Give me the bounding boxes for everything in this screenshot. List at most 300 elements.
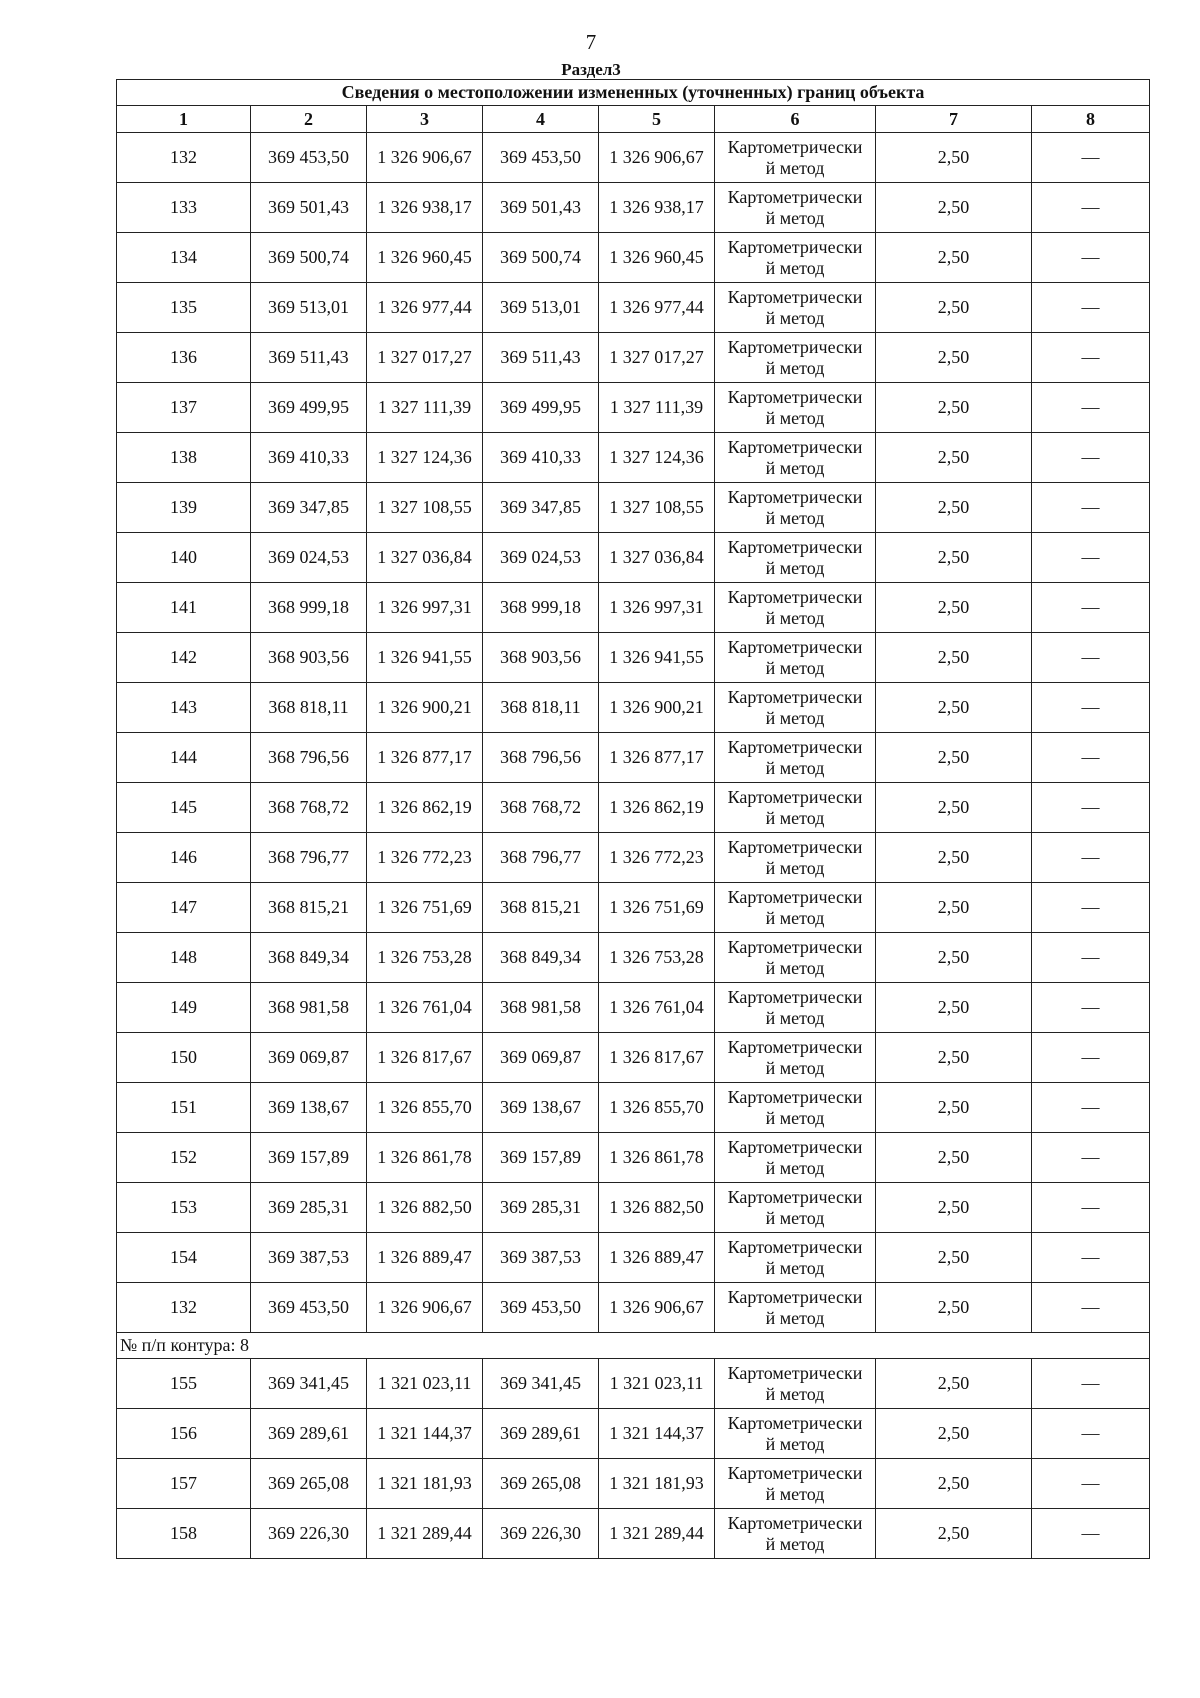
x-new-cell: 369 410,33 — [483, 433, 599, 483]
method-cell — [715, 1233, 876, 1283]
method-text-line1: Картометрически — [727, 636, 863, 657]
accuracy-cell: 2,50 — [876, 183, 1032, 233]
x-new-cell: 369 501,43 — [483, 183, 599, 233]
x-existing-cell: 369 069,87 — [251, 1033, 367, 1083]
y-existing-cell: 1 326 772,23 — [367, 833, 483, 883]
x-existing-cell: 368 903,56 — [251, 633, 367, 683]
method-text-line1: Картометрически — [727, 186, 863, 207]
section-title: Раздел3 — [561, 60, 621, 79]
table-row — [117, 133, 1150, 183]
x-new-cell: 369 265,08 — [483, 1459, 599, 1509]
x-new-cell: 368 815,21 — [483, 883, 599, 933]
method-text-line2: й метод — [765, 457, 825, 478]
description-cell: — — [1032, 633, 1150, 683]
method-text-line1: Картометрически — [727, 1236, 863, 1257]
method-text-line2: й метод — [765, 957, 825, 978]
table-row — [117, 933, 1150, 983]
x-new-cell: 369 500,74 — [483, 233, 599, 283]
accuracy-cell: 2,50 — [876, 833, 1032, 883]
y-new-cell: 1 327 108,55 — [599, 483, 715, 533]
x-existing-cell: 369 453,50 — [251, 1283, 367, 1333]
accuracy-cell: 2,50 — [876, 383, 1032, 433]
x-new-cell: 369 453,50 — [483, 1283, 599, 1333]
x-existing-cell: 369 024,53 — [251, 533, 367, 583]
method-text-line1: Картометрически — [727, 436, 863, 457]
x-new-cell: 368 999,18 — [483, 583, 599, 633]
description-cell: — — [1032, 333, 1150, 383]
point-number-cell: 134 — [117, 233, 251, 283]
y-existing-cell: 1 326 900,21 — [367, 683, 483, 733]
x-existing-cell: 369 410,33 — [251, 433, 367, 483]
method-text-line2: й метод — [765, 1307, 825, 1328]
y-existing-cell: 1 326 997,31 — [367, 583, 483, 633]
accuracy-cell: 2,50 — [876, 883, 1032, 933]
y-existing-cell: 1 326 960,45 — [367, 233, 483, 283]
accuracy-cell: 2,50 — [876, 1133, 1032, 1183]
table-row — [117, 1183, 1150, 1233]
y-existing-cell: 1 326 751,69 — [367, 883, 483, 933]
point-number-cell: 150 — [117, 1033, 251, 1083]
point-number-cell: 136 — [117, 333, 251, 383]
x-existing-cell: 369 341,45 — [251, 1359, 367, 1409]
point-number-cell: 145 — [117, 783, 251, 833]
y-new-cell: 1 326 941,55 — [599, 633, 715, 683]
y-existing-cell: 1 321 181,93 — [367, 1459, 483, 1509]
y-new-cell: 1 326 753,28 — [599, 933, 715, 983]
method-cell — [715, 1133, 876, 1183]
accuracy-cell: 2,50 — [876, 1233, 1032, 1283]
y-new-cell: 1 326 906,67 — [599, 1283, 715, 1333]
x-new-cell: 368 818,11 — [483, 683, 599, 733]
method-cell — [715, 883, 876, 933]
accuracy-cell: 2,50 — [876, 533, 1032, 583]
boundary-coordinates-table — [116, 79, 1150, 1559]
method-text-line1: Картометрически — [727, 886, 863, 907]
description-cell: — — [1032, 733, 1150, 783]
point-number-cell: 148 — [117, 933, 251, 983]
method-cell — [715, 683, 876, 733]
method-text-line2: й метод — [765, 907, 825, 928]
table-row — [117, 733, 1150, 783]
method-text-line1: Картометрически — [727, 1186, 863, 1207]
table-row — [117, 283, 1150, 333]
method-cell — [715, 633, 876, 683]
y-new-cell: 1 326 772,23 — [599, 833, 715, 883]
x-existing-cell: 368 796,56 — [251, 733, 367, 783]
column-number: 4 — [483, 106, 599, 133]
y-new-cell: 1 326 861,78 — [599, 1133, 715, 1183]
method-cell — [715, 383, 876, 433]
method-text-line2: й метод — [765, 807, 825, 828]
y-existing-cell: 1 326 855,70 — [367, 1083, 483, 1133]
method-text-line2: й метод — [765, 1383, 825, 1404]
x-new-cell: 368 981,58 — [483, 983, 599, 1033]
description-cell: — — [1032, 783, 1150, 833]
y-existing-cell: 1 326 906,67 — [367, 1283, 483, 1333]
point-number-cell: 140 — [117, 533, 251, 583]
table-row — [117, 1033, 1150, 1083]
accuracy-cell: 2,50 — [876, 1359, 1032, 1409]
x-new-cell: 369 513,01 — [483, 283, 599, 333]
table-row — [117, 1083, 1150, 1133]
accuracy-cell: 2,50 — [876, 1459, 1032, 1509]
table-row — [117, 433, 1150, 483]
x-new-cell: 369 285,31 — [483, 1183, 599, 1233]
method-text-line1: Картометрически — [727, 786, 863, 807]
x-new-cell: 369 511,43 — [483, 333, 599, 383]
point-number-cell: 142 — [117, 633, 251, 683]
method-cell — [715, 433, 876, 483]
point-number-cell: 158 — [117, 1509, 251, 1559]
y-existing-cell: 1 326 906,67 — [367, 133, 483, 183]
method-cell — [715, 1183, 876, 1233]
method-text-line1: Картометрически — [727, 1512, 863, 1533]
accuracy-cell: 2,50 — [876, 783, 1032, 833]
y-new-cell: 1 326 882,50 — [599, 1183, 715, 1233]
method-text-line2: й метод — [765, 1483, 825, 1504]
x-existing-cell: 369 265,08 — [251, 1459, 367, 1509]
description-cell: — — [1032, 133, 1150, 183]
point-number-cell: 141 — [117, 583, 251, 633]
accuracy-cell: 2,50 — [876, 1409, 1032, 1459]
description-cell: — — [1032, 483, 1150, 533]
method-cell — [715, 1409, 876, 1459]
y-new-cell: 1 327 017,27 — [599, 333, 715, 383]
method-cell — [715, 983, 876, 1033]
method-text-line1: Картометрически — [727, 236, 863, 257]
point-number-cell: 144 — [117, 733, 251, 783]
table-row — [117, 983, 1150, 1033]
y-existing-cell: 1 327 124,36 — [367, 433, 483, 483]
description-cell: — — [1032, 1509, 1150, 1559]
method-text-line2: й метод — [765, 1107, 825, 1128]
y-new-cell: 1 326 751,69 — [599, 883, 715, 933]
method-text-line2: й метод — [765, 857, 825, 878]
x-existing-cell: 369 453,50 — [251, 133, 367, 183]
method-text-line2: й метод — [765, 407, 825, 428]
y-existing-cell: 1 326 882,50 — [367, 1183, 483, 1233]
table-row — [117, 1359, 1150, 1409]
point-number-cell: 137 — [117, 383, 251, 433]
method-text-line1: Картометрически — [727, 286, 863, 307]
point-number-cell: 155 — [117, 1359, 251, 1409]
column-number: 2 — [251, 106, 367, 133]
column-number: 7 — [876, 106, 1032, 133]
column-number: 1 — [117, 106, 251, 133]
x-existing-cell: 369 138,67 — [251, 1083, 367, 1133]
description-cell: — — [1032, 433, 1150, 483]
method-text-line2: й метод — [765, 1057, 825, 1078]
description-cell: — — [1032, 933, 1150, 983]
description-cell: — — [1032, 1133, 1150, 1183]
x-existing-cell: 368 796,77 — [251, 833, 367, 883]
method-text-line2: й метод — [765, 1157, 825, 1178]
x-existing-cell: 369 157,89 — [251, 1133, 367, 1183]
method-cell — [715, 583, 876, 633]
point-number-cell: 153 — [117, 1183, 251, 1233]
method-text-line2: й метод — [765, 757, 825, 778]
method-text-line2: й метод — [765, 157, 825, 178]
point-number-cell: 154 — [117, 1233, 251, 1283]
column-number: 6 — [715, 106, 876, 133]
method-cell — [715, 533, 876, 583]
x-existing-cell: 368 768,72 — [251, 783, 367, 833]
method-text-line1: Картометрически — [727, 686, 863, 707]
method-text-line1: Картометрически — [727, 536, 863, 557]
description-cell: — — [1032, 683, 1150, 733]
accuracy-cell: 2,50 — [876, 1033, 1032, 1083]
x-existing-cell: 369 289,61 — [251, 1409, 367, 1459]
point-number-cell: 151 — [117, 1083, 251, 1133]
x-new-cell: 369 138,67 — [483, 1083, 599, 1133]
y-new-cell: 1 327 111,39 — [599, 383, 715, 433]
table-row — [117, 383, 1150, 433]
accuracy-cell: 2,50 — [876, 283, 1032, 333]
y-new-cell: 1 326 906,67 — [599, 133, 715, 183]
accuracy-cell: 2,50 — [876, 133, 1032, 183]
y-new-cell: 1 326 960,45 — [599, 233, 715, 283]
table-row — [117, 1409, 1150, 1459]
y-existing-cell: 1 326 877,17 — [367, 733, 483, 783]
method-text-line2: й метод — [765, 357, 825, 378]
accuracy-cell: 2,50 — [876, 1083, 1032, 1133]
point-number-cell: 138 — [117, 433, 251, 483]
y-new-cell: 1 321 144,37 — [599, 1409, 715, 1459]
accuracy-cell: 2,50 — [876, 583, 1032, 633]
method-text-line1: Картометрически — [727, 586, 863, 607]
description-cell: — — [1032, 1359, 1150, 1409]
table-row — [117, 1233, 1150, 1283]
method-text-line1: Картометрически — [727, 736, 863, 757]
x-existing-cell: 369 347,85 — [251, 483, 367, 533]
y-existing-cell: 1 321 023,11 — [367, 1359, 483, 1409]
method-text-line1: Картометрически — [727, 836, 863, 857]
table-row — [117, 883, 1150, 933]
method-cell — [715, 133, 876, 183]
x-new-cell: 368 796,56 — [483, 733, 599, 783]
y-existing-cell: 1 326 889,47 — [367, 1233, 483, 1283]
method-text-line1: Картометрически — [727, 1086, 863, 1107]
accuracy-cell: 2,50 — [876, 933, 1032, 983]
method-text-line1: Картометрически — [727, 386, 863, 407]
x-new-cell: 369 157,89 — [483, 1133, 599, 1183]
method-cell — [715, 833, 876, 883]
column-number-row — [117, 106, 1150, 133]
y-new-cell: 1 327 124,36 — [599, 433, 715, 483]
method-cell — [715, 483, 876, 533]
method-cell — [715, 1359, 876, 1409]
method-text-line1: Картометрически — [727, 1136, 863, 1157]
x-new-cell: 369 024,53 — [483, 533, 599, 583]
y-new-cell: 1 326 761,04 — [599, 983, 715, 1033]
method-cell — [715, 933, 876, 983]
method-text-line2: й метод — [765, 1433, 825, 1454]
accuracy-cell: 2,50 — [876, 433, 1032, 483]
method-cell — [715, 183, 876, 233]
table-row — [117, 583, 1150, 633]
point-number-cell: 133 — [117, 183, 251, 233]
method-text-line2: й метод — [765, 507, 825, 528]
description-cell: — — [1032, 1083, 1150, 1133]
y-new-cell: 1 326 977,44 — [599, 283, 715, 333]
point-number-cell: 132 — [117, 1283, 251, 1333]
y-existing-cell: 1 326 977,44 — [367, 283, 483, 333]
method-text-line1: Картометрически — [727, 136, 863, 157]
method-text-line2: й метод — [765, 1007, 825, 1028]
x-existing-cell: 369 387,53 — [251, 1233, 367, 1283]
accuracy-cell: 2,50 — [876, 1283, 1032, 1333]
x-existing-cell: 369 500,74 — [251, 233, 367, 283]
x-new-cell: 369 341,45 — [483, 1359, 599, 1409]
table-row — [117, 533, 1150, 583]
x-existing-cell: 368 999,18 — [251, 583, 367, 633]
description-cell: — — [1032, 383, 1150, 433]
description-cell: — — [1032, 1033, 1150, 1083]
method-text-line1: Картометрически — [727, 486, 863, 507]
column-number: 5 — [599, 106, 715, 133]
x-existing-cell: 368 818,11 — [251, 683, 367, 733]
method-cell — [715, 1459, 876, 1509]
x-existing-cell: 369 511,43 — [251, 333, 367, 383]
x-new-cell: 368 796,77 — [483, 833, 599, 883]
method-cell — [715, 333, 876, 383]
x-new-cell: 369 347,85 — [483, 483, 599, 533]
description-cell: — — [1032, 183, 1150, 233]
x-new-cell: 369 289,61 — [483, 1409, 599, 1459]
point-number-cell: 152 — [117, 1133, 251, 1183]
x-new-cell: 368 768,72 — [483, 783, 599, 833]
method-text-line2: й метод — [765, 607, 825, 628]
x-new-cell: 368 903,56 — [483, 633, 599, 683]
y-new-cell: 1 321 289,44 — [599, 1509, 715, 1559]
description-cell: — — [1032, 533, 1150, 583]
method-text-line1: Картометрически — [727, 336, 863, 357]
y-new-cell: 1 326 889,47 — [599, 1233, 715, 1283]
y-existing-cell: 1 326 761,04 — [367, 983, 483, 1033]
x-existing-cell: 369 285,31 — [251, 1183, 367, 1233]
method-text-line2: й метод — [765, 1533, 825, 1554]
description-cell: — — [1032, 1233, 1150, 1283]
method-text-line1: Картометрически — [727, 1362, 863, 1383]
y-new-cell: 1 321 181,93 — [599, 1459, 715, 1509]
table-row — [117, 833, 1150, 883]
method-text-line1: Картометрически — [727, 1286, 863, 1307]
point-number-cell: 143 — [117, 683, 251, 733]
table-caption: Сведения о местоположении измененных (уточненных) границ объекта — [117, 80, 1150, 106]
y-existing-cell: 1 321 289,44 — [367, 1509, 483, 1559]
table-row — [117, 333, 1150, 383]
method-cell — [715, 1033, 876, 1083]
x-existing-cell: 368 981,58 — [251, 983, 367, 1033]
description-cell: — — [1032, 983, 1150, 1033]
table-row — [117, 1133, 1150, 1183]
method-text-line2: й метод — [765, 1207, 825, 1228]
contour-row — [117, 1333, 1150, 1359]
method-text-line1: Картометрически — [727, 986, 863, 1007]
accuracy-cell: 2,50 — [876, 983, 1032, 1033]
x-new-cell: 369 226,30 — [483, 1509, 599, 1559]
table-row — [117, 233, 1150, 283]
point-number-cell: 157 — [117, 1459, 251, 1509]
method-text-line1: Картометрически — [727, 1462, 863, 1483]
method-text-line2: й метод — [765, 307, 825, 328]
method-text-line2: й метод — [765, 707, 825, 728]
y-existing-cell: 1 326 817,67 — [367, 1033, 483, 1083]
method-cell — [715, 1283, 876, 1333]
table-row — [117, 1509, 1150, 1559]
table-row — [117, 633, 1150, 683]
y-existing-cell: 1 327 017,27 — [367, 333, 483, 383]
x-existing-cell: 369 226,30 — [251, 1509, 367, 1559]
method-text-line1: Картометрически — [727, 1412, 863, 1433]
description-cell: — — [1032, 1283, 1150, 1333]
point-number-cell: 156 — [117, 1409, 251, 1459]
point-number-cell: 139 — [117, 483, 251, 533]
description-cell: — — [1032, 833, 1150, 883]
description-cell: — — [1032, 1183, 1150, 1233]
column-number: 3 — [367, 106, 483, 133]
method-text-line2: й метод — [765, 257, 825, 278]
x-new-cell: 369 387,53 — [483, 1233, 599, 1283]
accuracy-cell: 2,50 — [876, 1183, 1032, 1233]
description-cell: — — [1032, 283, 1150, 333]
y-existing-cell: 1 326 753,28 — [367, 933, 483, 983]
y-new-cell: 1 326 862,19 — [599, 783, 715, 833]
accuracy-cell: 2,50 — [876, 483, 1032, 533]
accuracy-cell: 2,50 — [876, 683, 1032, 733]
method-cell — [715, 283, 876, 333]
accuracy-cell: 2,50 — [876, 233, 1032, 283]
accuracy-cell: 2,50 — [876, 333, 1032, 383]
method-cell — [715, 1509, 876, 1559]
description-cell: — — [1032, 1409, 1150, 1459]
x-new-cell: 369 069,87 — [483, 1033, 599, 1083]
y-new-cell: 1 321 023,11 — [599, 1359, 715, 1409]
y-new-cell: 1 326 855,70 — [599, 1083, 715, 1133]
x-existing-cell: 368 815,21 — [251, 883, 367, 933]
y-existing-cell: 1 327 108,55 — [367, 483, 483, 533]
column-number: 8 — [1032, 106, 1150, 133]
method-cell — [715, 233, 876, 283]
description-cell: — — [1032, 583, 1150, 633]
table-row — [117, 1459, 1150, 1509]
point-number-cell: 147 — [117, 883, 251, 933]
y-existing-cell: 1 326 941,55 — [367, 633, 483, 683]
point-number-cell: 149 — [117, 983, 251, 1033]
y-new-cell: 1 326 877,17 — [599, 733, 715, 783]
y-existing-cell: 1 326 938,17 — [367, 183, 483, 233]
y-new-cell: 1 327 036,84 — [599, 533, 715, 583]
method-text-line2: й метод — [765, 207, 825, 228]
method-text-line2: й метод — [765, 557, 825, 578]
contour-label: № п/п контура: 8 — [117, 1333, 1150, 1359]
y-existing-cell: 1 321 144,37 — [367, 1409, 483, 1459]
x-new-cell: 369 453,50 — [483, 133, 599, 183]
method-text-line2: й метод — [765, 1257, 825, 1278]
accuracy-cell: 2,50 — [876, 633, 1032, 683]
y-new-cell: 1 326 900,21 — [599, 683, 715, 733]
method-text-line1: Картометрически — [727, 1036, 863, 1057]
point-number-cell: 135 — [117, 283, 251, 333]
x-existing-cell: 369 513,01 — [251, 283, 367, 333]
x-existing-cell: 369 499,95 — [251, 383, 367, 433]
y-existing-cell: 1 326 861,78 — [367, 1133, 483, 1183]
x-existing-cell: 369 501,43 — [251, 183, 367, 233]
point-number-cell: 132 — [117, 133, 251, 183]
method-cell — [715, 1083, 876, 1133]
y-new-cell: 1 326 997,31 — [599, 583, 715, 633]
accuracy-cell: 2,50 — [876, 733, 1032, 783]
